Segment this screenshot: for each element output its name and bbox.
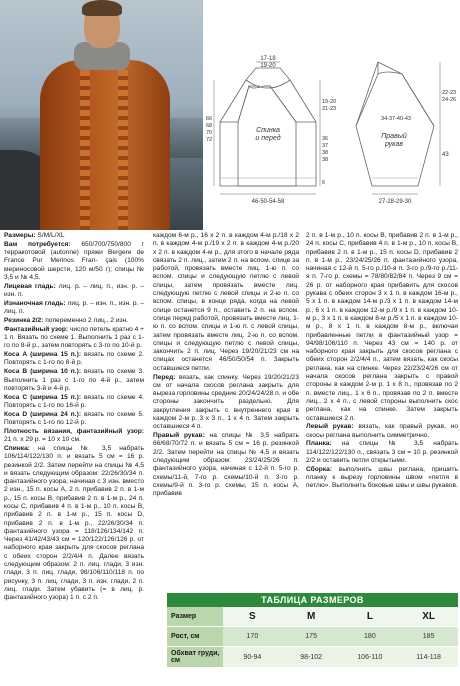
rib-height: 6 (322, 180, 326, 186)
body-label-1: Спинка (256, 127, 280, 134)
instruction-text: вязать по схеме 5. Повторять с 1-го по 12-й р. (4, 410, 144, 427)
instruction-text: выполнить швы реглана, пришить планку к вырезу горловины швом «петля в петлю». Выполнить боковые швы и швы рукавов. (306, 465, 458, 490)
instruction-paragraph (4, 428, 144, 445)
instruction-heading: Сборка: (306, 465, 332, 473)
instruction-text: на спицы № 3,5 набрать 106/114/122/130 п. и вязать 5 см = 16 р. резинкой 2/2. Затем перейти на спицы № 4,5 и вязать следующим образом: 22/26/30/34 п. фантазийного узора, начиная с 3 изн. вместо 2 изн., 15 п. косы А, 2 п. прибавив 2 п. в 1-м р., 15 п. косы В, прибавив 2 п. в 1-м р., 24 п. косы С, прибавив 4 п. в 1-м р., 10 п. косы В, прибавив 2 п. в 1-м р., 15 п. косы D, прибавив 2 п. в 1-м р., 22/26/30/34 п. фантазийного узора = 118/126/134/142 п. Через 41/42/43/43 см = 120/122/126/126 р. от наборного края закрыть для скосов реглана с обеих сторон 2/2/4/4 п. Далее вязать следующим образом: 2 п. лиц. глади, 3 изн. глади, 3 п. лиц. глади, 98/106/110/118 п. по рисунку, 3 п. лиц. глади, 3 п. изн. глади, 2 п. лиц. глади. Затем убавить (= в лиц. р. фантазийного узора) 1 п. с 2 п. (4, 444, 144, 602)
instruction-paragraph (306, 232, 458, 423)
height-66: 66 (206, 116, 213, 122)
sleeve-label-1: Правый (381, 133, 407, 140)
photo-cable-right (118, 70, 128, 230)
instruction-heading: Плотность вязания, фантазийный узор: (4, 427, 144, 435)
instruction-paragraph (4, 241, 144, 282)
size-table (167, 593, 458, 686)
row-chest-label: Обхват груди, см (167, 647, 223, 667)
side-38b: 38 (322, 157, 329, 163)
height-70: 70 (206, 130, 213, 136)
instruction-heading: Перед: (153, 373, 176, 381)
instruction-text: лиц. р. – изн. п., изн. р. – лиц. п. (4, 299, 144, 316)
photo-cable-left (80, 70, 90, 230)
instruction-heading: Резинка 2/2: (4, 316, 44, 324)
instruction-text: попеременно 2 лиц., 2 изн. (43, 316, 128, 324)
chest-s: 90-94 (223, 647, 282, 667)
instruction-paragraph (4, 445, 144, 603)
instructions-col-1 (4, 232, 144, 603)
size-l: L (341, 607, 400, 627)
size-s: S (223, 607, 282, 627)
instruction-paragraph (306, 466, 458, 491)
instruction-heading: Вам потребуется: (4, 240, 71, 248)
instruction-paragraph (4, 232, 144, 240)
instruction-paragraph (4, 326, 144, 351)
instruction-paragraph (4, 411, 144, 428)
instruction-text: число петель кратно 4 + 1 п. Вязать по схеме 1. Выполнить 1 раз с 1-го по 8-й р., затем повторять с 3-го по 10-й р. (4, 325, 144, 350)
instruction-text: вязать по схеме 4. Повторять с 1-го по 16-й р. (4, 393, 144, 409)
row-height-label: Рост, см (167, 627, 223, 647)
instruction-text: вязать, как правый рукав, но скосы реглана выполнить симметрично. (306, 423, 458, 439)
side-37: 37 (322, 143, 329, 149)
size-header-label: Размер (167, 607, 223, 627)
instruction-heading: Коса С (ширина 15 п.): (4, 393, 82, 401)
instructions-col-3 (306, 232, 458, 491)
instruction-heading: Коса А (ширина 15 п.): (4, 351, 82, 359)
instruction-text: каждом 6-м р., 16 х 2 п. в каждом 4-м р./18 х 2 п. в каждом 4-м р./19 х 2 п. в каждом 4-м р./20 х 2 п. в каждом 4-м р., для этого в начале ряда связать 2 п. лиц., затем 2 п. на вспом. спице за работой, провязать вместе лиц. 1-ю п. со вспом. спицы и следующую петлю с левой спицы, затем провязать вместе лиц. следующую петлю с левой спицы и 2-ю п. со вспом. спицы, в конце ряда, когда на левой спице останется 9 п., оставить 2 п. на вспом. спице перед работой, провязать вместе лиц. 1-ю п. со вспом. спицы и 1-ю п. с левой спицы, затем провязать вместе лиц. 2-ю п. со вспом. спицы и следующую петлю с левой спицы, закончить 2 п. лиц. Через 19/20/21/23 см на спицах останется 46/50/50/54 п. Закрыть оставшиеся петли. (153, 232, 299, 372)
instruction-paragraph (153, 374, 299, 432)
instruction-text: S/M/L/XL (35, 232, 65, 239)
instruction-heading: Фантазийный узор: (4, 325, 69, 333)
photo-hair (82, 0, 122, 16)
size-xl: XL (399, 607, 458, 627)
instruction-text: вязать по схеме 2. Повторять с 1-го по 8-й р. (4, 351, 144, 367)
instruction-paragraph (4, 317, 144, 325)
instruction-paragraph (306, 423, 458, 440)
chest-xl: 114-118 (399, 647, 458, 667)
sleeve-outline (356, 62, 434, 186)
sleeve-raglan-1: 22-23 (442, 90, 457, 96)
neck-line (246, 68, 290, 80)
instruction-paragraph (4, 300, 144, 317)
instruction-heading: Размеры: (4, 232, 36, 239)
instruction-paragraph (4, 368, 144, 393)
instruction-paragraph (4, 351, 144, 368)
instruction-text: вязать по схеме 3. Выполнить 1 раз с 1-го по 4-й р., затем повторять 3-й и 4-й р. (4, 368, 144, 392)
instruction-heading: Изнаночная гладь: (4, 299, 66, 307)
model-photo (0, 0, 203, 230)
instruction-text: на спицы № 3,5 набрать 114/122/122/130 п., связать 3 см = 10 р. резинкой 2/2 и оставить петли открытыми. (306, 440, 458, 465)
instruction-heading: Правый рукав: (153, 432, 205, 440)
height-xl: 185 (399, 627, 458, 647)
height-s: 170 (223, 627, 282, 647)
raglan-depth-2: 21-23 (322, 106, 337, 112)
instruction-paragraph (4, 283, 144, 300)
instruction-paragraph (4, 394, 144, 411)
instruction-text: лиц. р. – лиц. п., изн. р. – изн. п. (4, 282, 144, 299)
instruction-text: на спицы № 3,5 набрать 66/68/70/72 п. и вязать 5 см = 16 р. резинкой 2/2. Затем перейти на спицы № 4,5 и вязать следующим образом: 23/24/25/26 п. фантазийного узора, начиная с 12-й п. 5-го р. схемы/11-й, 7-го р. схемы/10-й п. 3-го р. схемы/9-й п. 3-го р. схемы, 15 п. косы А, прибавив (153, 432, 299, 498)
instruction-text: вязать, как спинку. Через 19/20/21/23 см от начала скосов реглана закрыть для выреза горловины средние 20/24/24/28 п. и обе стороны закончить раздельно. Для закругления закрыть с внутреннего края в каждом 2-м р. 3 х 3 п., 1 х 4 п. Затем закрыть оставшиеся 4 п. (153, 373, 299, 431)
sleeve-cuff-label: 27-28-29-30 (378, 199, 412, 205)
photo-sweater (40, 60, 170, 230)
instruction-heading: Коса В (ширина 10 п.): (4, 368, 82, 376)
instruction-paragraph (306, 440, 458, 465)
height-l: 180 (341, 627, 400, 647)
size-m: M (282, 607, 341, 627)
instruction-text: 21 п. х 29 р. = 10 х 10 см. (4, 436, 81, 444)
instruction-text: 650/700/750/800 г терракотовой (autonne) пряжи Bergere de France Pur Merinos Fran- çais (100% мериносовой шерсти, 120 м/50 г); спицы № 3,5 и № 4,5. (4, 240, 144, 281)
instruction-paragraph (153, 432, 299, 498)
sleeve-top-label: 34-37-40-43 (381, 116, 411, 122)
body-raglan (220, 86, 316, 122)
height-72: 72 (206, 137, 213, 143)
raglan-depth-1: 19-20 (322, 99, 337, 105)
chest-m: 98-102 (282, 647, 341, 667)
height-68: 68 (206, 123, 213, 129)
instruction-heading: Левый рукав: (306, 423, 354, 431)
sleeve-raglan-2: 24-26 (442, 97, 457, 103)
sleeve-label-2: рукав (384, 141, 404, 148)
size-table-grid (167, 607, 458, 667)
neck-width-label: 17-18 (260, 56, 276, 62)
schema-svg (206, 0, 460, 230)
body-label-2: и перед (255, 135, 281, 142)
instruction-heading: Планка: (306, 440, 332, 448)
side-36: 36 (322, 136, 329, 142)
body-width-label: 46-50-54-58 (251, 199, 285, 205)
pattern-schema (206, 0, 460, 230)
instruction-heading: Спинка: (4, 444, 30, 452)
size-table-title: ТАБЛИЦА РАЗМЕРОВ (167, 593, 458, 607)
instructions-col-2 (153, 232, 299, 499)
sleeve-len-label: 43 (442, 152, 449, 158)
instruction-paragraph (153, 232, 299, 373)
neck-width2-label: 19-20 (260, 63, 276, 69)
chest-l: 106-110 (341, 647, 400, 667)
instruction-text: 2 п. в 1-м р., 10 п. косы В, прибавив 2 п. в 1-м р., 24 п. косы С, прибавив 4 п. в 1-м р., 10 п. косы В, прибавив 2 п. в 1-м р., 15 п. косы D, прибавив 2 п. в 1-м р., 23/24/25/26 п. фантазийного узора, начиная с 12-й п. 5-го р./10-я п. 3-го р./9-го р./11-я п. 7-го р. схемы = 78/80/82/84 п. Через 9 см = 26 р. от наборного края прибавить для скосов рукава с обеих сторон 3 х 1 п. в каждом 16-м р., 5 х 1 п. в каждом 14-м р./3 х 1 п. в каждом 14-м р., 6 х 1 п. в каждом 12-м р./9 х 1 п. в каждом 10-м р., 3 х 1 п. в каждом 8-м р./5 х 1 п. в каждом 10-м р., 8 х 1 п. в каждом 8-м р., включая прибавленные петли в фантазийный узор = 94/98/106/110 п. Через 43 см = 140 р. от наборного края закрыть для скосов реглана с обеих сторон 2/2/4/4 п., затем вязать, как скосы реглана, как на спинке. Через 22/23/24/26 см от начала скосов реглана закрыть с правой стороны в каждом 2-м р. 1 х 8 п., провязав по 2 п. вместе лиц., 1 х 6 п., провязав по 2 п. вместе лиц., 2 х 4 п., с левой стороны выполнить скос реглана, как на спинке. Затем закрыть оставшиеся 2 п. (306, 232, 458, 422)
instruction-heading: Лицевая гладь: (4, 282, 56, 290)
side-38a: 38 (322, 150, 329, 156)
height-m: 175 (282, 627, 341, 647)
instruction-heading: Коса D (ширина 24 п.): (4, 410, 82, 418)
